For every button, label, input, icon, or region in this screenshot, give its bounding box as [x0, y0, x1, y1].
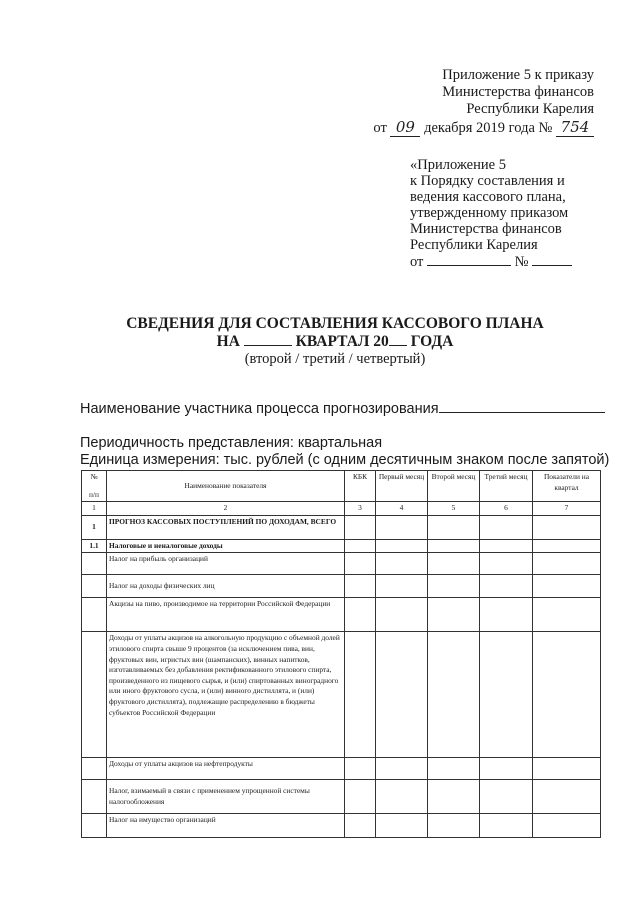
document-title: СВЕДЕНИЯ ДЛЯ СОСТАВЛЕНИЯ КАССОВОГО ПЛАНА [126, 315, 544, 332]
row-name: Налоговые и неналоговые доходы [107, 539, 345, 553]
cell-month-1 [376, 598, 428, 632]
cell-quarter [533, 553, 601, 575]
cell-month-3 [480, 758, 533, 780]
quoted-appendix-block [410, 157, 572, 270]
row-num [82, 780, 107, 814]
header-num-line1: № [90, 472, 98, 481]
row-num [82, 632, 107, 758]
cell-month-2 [428, 553, 480, 575]
col-number: 1 [82, 502, 107, 516]
quoted-appendix-line: ведения кассового плана, [410, 189, 566, 205]
quoted-appendix-date-line [410, 253, 572, 270]
table-row [82, 539, 601, 553]
cell-quarter [533, 539, 601, 553]
cell-kbk [345, 598, 376, 632]
cell-quarter [533, 598, 601, 632]
cell-month-1 [376, 553, 428, 575]
table-row [82, 814, 601, 838]
cell-quarter [533, 780, 601, 814]
header-month-3: Третий месяц [480, 471, 533, 502]
order-date-handwritten: 09 [390, 118, 420, 137]
header-month-1: Первый месяц [376, 471, 428, 502]
row-num [82, 758, 107, 780]
row-num [82, 814, 107, 838]
appendix-line-2: Министерства финансов [442, 84, 594, 100]
cell-month-1 [376, 814, 428, 838]
cell-month-2 [428, 632, 480, 758]
cell-month-1 [376, 539, 428, 553]
order-date-text: декабря 2019 года № [424, 120, 553, 136]
row-num [82, 553, 107, 575]
table-header-row [82, 471, 601, 502]
cell-month-2 [428, 814, 480, 838]
participant-label: Наименование участника процесса прогнозирования [80, 401, 439, 417]
row-name: Налог, взимаемый в связи с применением упрощенной системы налогообложения [107, 780, 345, 814]
header-name: Наименование показателя [107, 471, 345, 502]
quoted-appendix-line: к Порядку составления и [410, 173, 565, 189]
unit-text: Единица измерения: тыс. рублей (с одним десятичным знаком после запятой) [80, 452, 610, 468]
cell-month-3 [480, 632, 533, 758]
cell-month-3 [480, 515, 533, 539]
cell-quarter [533, 515, 601, 539]
date-blank [427, 253, 511, 266]
table-row [82, 758, 601, 780]
cell-quarter [533, 632, 601, 758]
cell-month-2 [428, 758, 480, 780]
order-reference [373, 118, 594, 137]
cell-kbk [345, 814, 376, 838]
row-name: Налог на доходы физических лиц [107, 575, 345, 598]
row-name: Доходы от уплаты акцизов на алкогольную продукцию с объемной долей этилового спирта свыше 9 процентов (за исключением пива, вин, фруктовых вин, игристых вин (шампанских), винных напитков, изготавливаемых без добавления ректификованного этилового спирта, произведенного из пищевого сырья, и (или) спиртованных виноградного или иного фруктового сусла, и (или) винного дистиллята, и (или) фруктового дистиллята), подлежащие распределению в бюджеты субъектов Российской Федерации [107, 632, 345, 758]
cell-kbk [345, 515, 376, 539]
appendix-line-1: Приложение 5 к приказу [442, 67, 594, 83]
participant-line [80, 400, 605, 417]
cell-month-2 [428, 575, 480, 598]
col-number: 5 [428, 502, 480, 516]
row-name: Акцизы на пиво, производимое на территории Российской Федерации [107, 598, 345, 632]
cell-month-3 [480, 814, 533, 838]
order-from-label: от [373, 120, 387, 136]
cell-month-3 [480, 553, 533, 575]
col-number: 3 [345, 502, 376, 516]
quoted-appendix-line: Республики Карелия [410, 237, 538, 253]
cell-month-2 [428, 539, 480, 553]
header-quarter: Показатели на квартал [533, 471, 601, 502]
table-row [82, 515, 601, 539]
cell-month-2 [428, 598, 480, 632]
table-row [82, 575, 601, 598]
row-name: Доходы от уплаты акцизов на нефтепродукты [107, 758, 345, 780]
number-blank [532, 253, 572, 266]
row-name: ПРОГНОЗ КАССОВЫХ ПОСТУПЛЕНИЙ ПО ДОХОДАМ, ВСЕГО [107, 515, 345, 539]
row-num: 1 [82, 515, 107, 539]
cell-month-3 [480, 539, 533, 553]
cell-month-1 [376, 780, 428, 814]
year-blank [389, 334, 407, 346]
header-kbk: КБК [345, 471, 376, 502]
document-subtitle: (второй / третий / четвертый) [244, 351, 426, 367]
cell-month-2 [428, 515, 480, 539]
column-number-row [82, 502, 601, 516]
cell-kbk [345, 575, 376, 598]
header-num [82, 471, 107, 502]
periodicity-text: Периодичность представления: квартальная [80, 435, 383, 451]
participant-blank [439, 400, 605, 413]
cell-month-1 [376, 575, 428, 598]
row-num [82, 575, 107, 598]
number-label: № [514, 254, 529, 270]
col-number: 6 [480, 502, 533, 516]
forecast-table [81, 470, 601, 838]
cell-kbk [345, 539, 376, 553]
row-num [82, 598, 107, 632]
order-number-handwritten: 754 [556, 118, 594, 137]
title-year-label: ГОДА [410, 333, 454, 350]
cell-month-3 [480, 575, 533, 598]
cell-quarter [533, 814, 601, 838]
cell-month-1 [376, 758, 428, 780]
document-title-line-2 [0, 334, 640, 350]
title-on-label: НА [216, 333, 240, 350]
quoted-appendix-line: «Приложение 5 [410, 157, 506, 173]
quarter-blank [244, 334, 292, 346]
cell-month-1 [376, 632, 428, 758]
appendix-line-3: Республики Карелия [466, 101, 594, 117]
table-row [82, 632, 601, 758]
row-num: 1.1 [82, 539, 107, 553]
table-row [82, 553, 601, 575]
quoted-appendix-line: утвержденному приказом [410, 205, 569, 221]
cell-month-1 [376, 515, 428, 539]
table-row [82, 598, 601, 632]
header-month-2: Второй месяц [428, 471, 480, 502]
cell-quarter [533, 758, 601, 780]
cell-month-3 [480, 598, 533, 632]
row-name: Налог на прибыль организаций [107, 553, 345, 575]
cell-month-2 [428, 780, 480, 814]
col-number: 2 [107, 502, 345, 516]
title-quarter-label: КВАРТАЛ 20 [295, 333, 389, 350]
quoted-appendix-line: Министерства финансов [410, 221, 562, 237]
cell-quarter [533, 575, 601, 598]
cell-kbk [345, 553, 376, 575]
cell-kbk [345, 758, 376, 780]
cell-kbk [345, 632, 376, 758]
col-number: 7 [533, 502, 601, 516]
row-name: Налог на имущество организаций [107, 814, 345, 838]
cell-kbk [345, 780, 376, 814]
from-label: от [410, 254, 424, 270]
cell-month-3 [480, 780, 533, 814]
col-number: 4 [376, 502, 428, 516]
table-row [82, 780, 601, 814]
header-num-line2: п/п [89, 489, 99, 499]
